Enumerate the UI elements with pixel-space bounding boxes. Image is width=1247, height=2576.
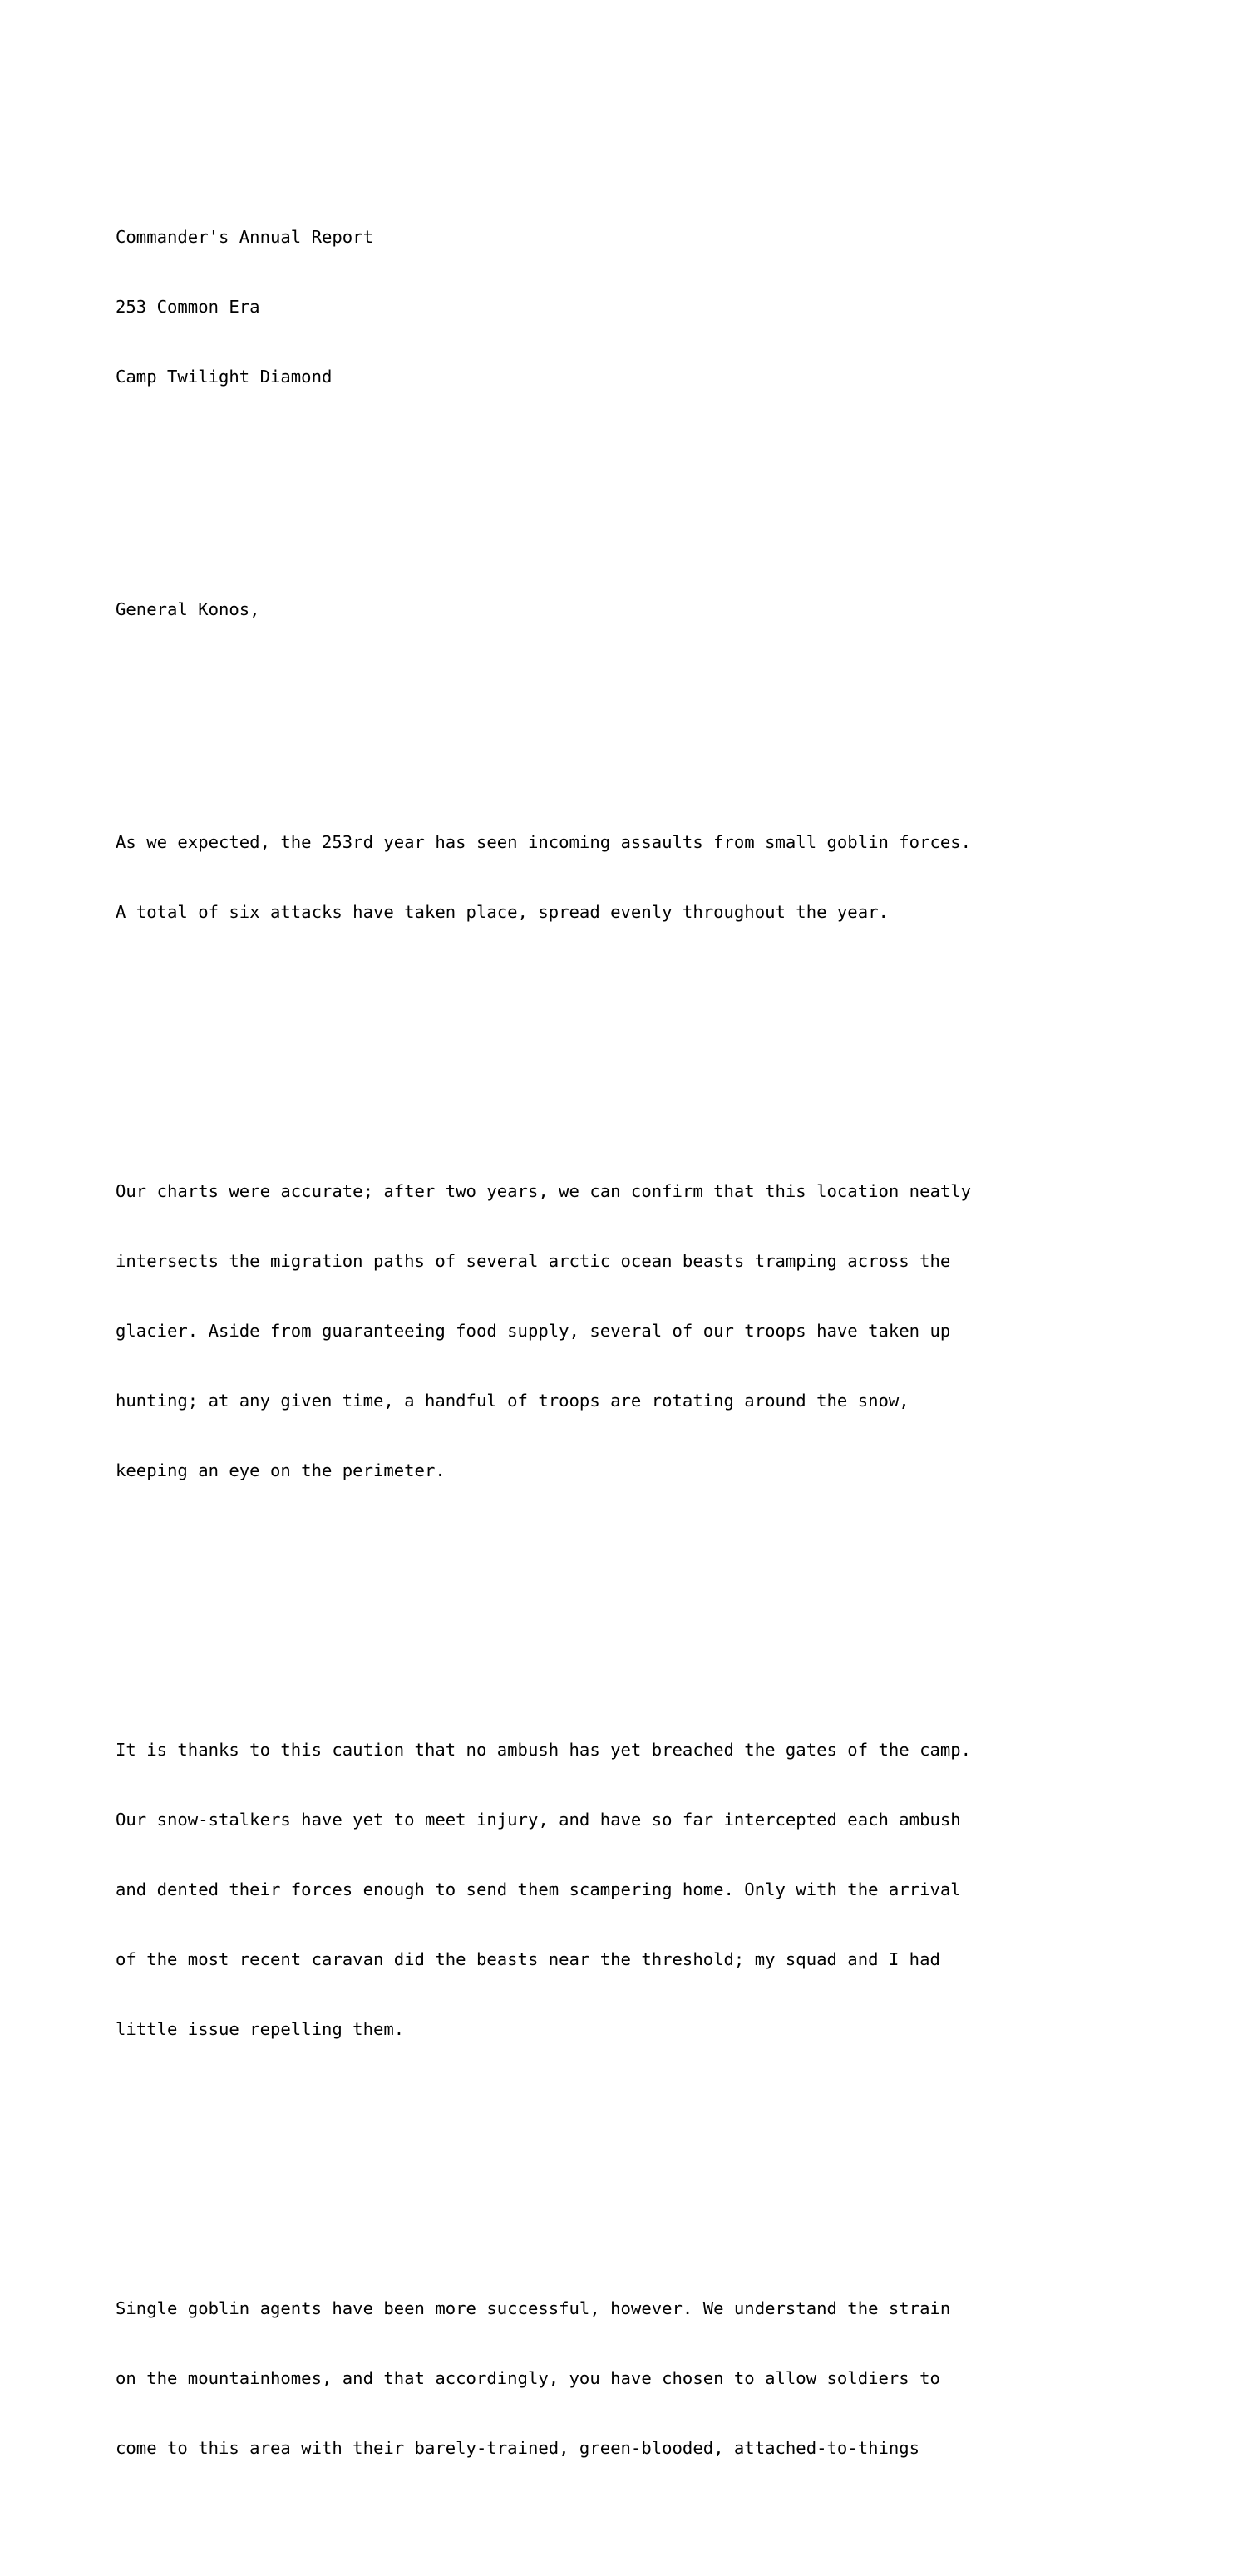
blank-line-separator bbox=[116, 1040, 1213, 1063]
blank-line-after-salutation bbox=[116, 691, 1213, 714]
paragraph-line: of the most recent caravan did the beasts near the threshold; my squad and I had bbox=[116, 1949, 940, 1969]
letter-heading bbox=[116, 179, 1213, 435]
paragraph-line: keeping an eye on the perimeter. bbox=[116, 1460, 446, 1480]
report-title-line: Commander's Annual Report bbox=[116, 227, 373, 247]
paragraph-line: Our snow-stalkers have yet to meet injury, and have so far intercepted each ambush bbox=[116, 1810, 961, 1830]
paragraph-line: A total of six attacks have taken place, spread evenly throughout the year. bbox=[116, 902, 889, 922]
paragraph-line: intersects the migration paths of several arctic ocean beasts tramping across the bbox=[116, 1251, 951, 1271]
paragraph-line: Our charts were accurate; after two years, we can confirm that this location neatly bbox=[116, 1181, 972, 1201]
paragraph-line: glacier. Aside from guaranteeing food supply, several of our troops have taken up bbox=[116, 1321, 951, 1341]
paragraph-line: on the mountainhomes, and that accordingly, you have chosen to allow soldiers to bbox=[116, 2368, 940, 2388]
paragraph-line: hunting; at any given time, a handful of troops are rotating around the snow, bbox=[116, 1391, 909, 1411]
paragraph-line: little issue repelling them. bbox=[116, 2019, 405, 2039]
paragraph-attacks-summary bbox=[116, 784, 1213, 970]
paragraph-line: As we expected, the 253rd year has seen incoming assaults from small goblin forces. bbox=[116, 832, 972, 852]
paragraph-charts-and-migration bbox=[116, 1133, 1213, 1529]
paragraph-line-clipped: come to this area with their barely-trained, green-blooded, attached-to-things bbox=[116, 2438, 920, 2458]
blank-line-separator bbox=[116, 1598, 1213, 1622]
salutation-line: General Konos, bbox=[116, 599, 260, 619]
paragraph-ambush-defense bbox=[116, 1692, 1213, 2087]
paragraph-line: and dented their forces enough to send them scampering home. Only with the arrival bbox=[116, 1879, 961, 1899]
blank-line-after-heading bbox=[116, 505, 1213, 528]
paragraph-goblin-agents bbox=[116, 2250, 1213, 2506]
blank-line-separator bbox=[116, 2157, 1213, 2180]
paragraph-line: It is thanks to this caution that no ambush has yet breached the gates of the camp. bbox=[116, 1740, 972, 1760]
paragraph-line: Single goblin agents have been more successful, however. We understand the strain bbox=[116, 2298, 951, 2318]
document-text-body bbox=[116, 109, 1213, 2576]
report-location-line: Camp Twilight Diamond bbox=[116, 367, 333, 387]
report-date-line: 253 Common Era bbox=[116, 297, 260, 317]
